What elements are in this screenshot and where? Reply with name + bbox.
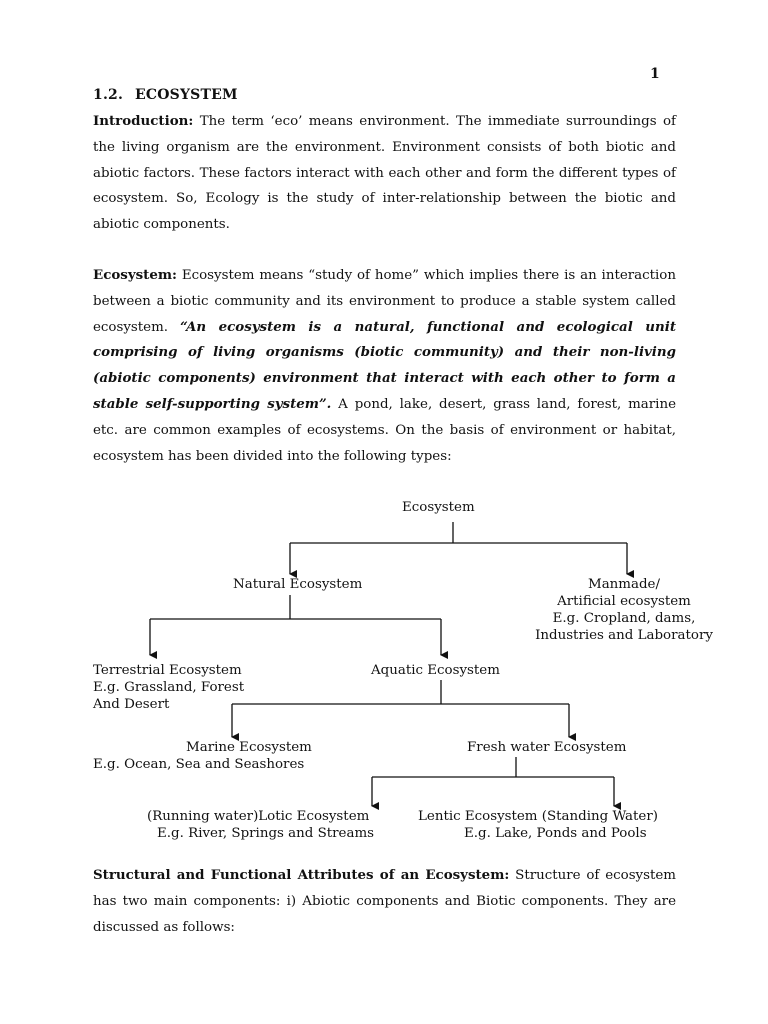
- node-ecosystem: Ecosystem: [402, 500, 475, 515]
- terrestrial-line-1: Terrestrial Ecosystem: [93, 663, 242, 678]
- marine-line-1: Marine Ecosystem: [186, 740, 312, 755]
- lentic-line-1: Lentic Ecosystem (Standing Water): [418, 809, 658, 824]
- node-lotic-ecosystem: [147, 808, 374, 842]
- node-lentic-ecosystem: [418, 808, 658, 842]
- ecosystem-text-before: Ecosystem means “study of home” which implies there is an interaction between a biotic community and its environment to produce a stable system called ecosystem.: [93, 268, 676, 335]
- section-title: ECOSYSTEM: [135, 87, 238, 103]
- manmade-line-1: Manmade/: [587, 577, 660, 592]
- structural-label: Structural and Functional Attributes of an Ecosystem:: [93, 867, 510, 883]
- structural-paragraph: [93, 863, 676, 940]
- lotic-line-2: E.g. River, Springs and Streams: [157, 826, 375, 841]
- ecosystem-definition: “An ecosystem is a natural, functional and ecological unit comprising of living organisms (biotic community) and their non-living (abiotic components) environment that interact with each other to form a stable self-supporting system”.: [93, 318, 677, 412]
- manmade-line-3: E.g. Cropland, dams,: [552, 611, 696, 626]
- ecosystem-text-after: A pond, lake, desert, grass land, forest, marine etc. are common examples of ecosystems. On the basis of environment or habitat, ecosystem has been divided into the following types:: [93, 396, 676, 464]
- node-freshwater-ecosystem: Fresh water Ecosystem: [467, 740, 627, 755]
- node-aquatic-ecosystem: Aquatic Ecosystem: [371, 663, 500, 678]
- page-number: 1: [650, 66, 660, 82]
- node-manmade-ecosystem: [516, 576, 732, 644]
- marine-line-2: E.g. Ocean, Sea and Seashores: [93, 757, 305, 772]
- section-number: 1.2.: [93, 87, 124, 103]
- manmade-line-2: Artificial ecosystem: [557, 594, 691, 609]
- node-terrestrial-ecosystem: [93, 662, 244, 713]
- structural-text: Structure of ecosystem has two main components: i) Abiotic components and Biotic components. They are discussed as follows:: [93, 868, 677, 935]
- terrestrial-line-3: And Desert: [93, 697, 170, 712]
- terrestrial-line-2: E.g. Grassland, Forest: [93, 680, 245, 695]
- lotic-line-1: (Running water)Lotic Ecosystem: [147, 809, 370, 824]
- node-marine-ecosystem: [93, 739, 312, 773]
- lentic-line-2: E.g. Lake, Ponds and Pools: [464, 826, 647, 841]
- introduction-text: The term ‘eco’ means environment. The immediate surroundings of the living organism are the environment. Environment consists of both biotic and abiotic factors. These factors interact with each other and form the different types of ecosystem. So, Ecology is the study of inter-relationship between the biotic and abiotic components.: [93, 114, 676, 233]
- node-natural-ecosystem: Natural Ecosystem: [233, 577, 363, 592]
- ecosystem-label: Ecosystem:: [93, 267, 177, 283]
- manmade-line-4: Industries and Laboratory: [535, 628, 713, 643]
- introduction-label: Introduction:: [93, 113, 194, 129]
